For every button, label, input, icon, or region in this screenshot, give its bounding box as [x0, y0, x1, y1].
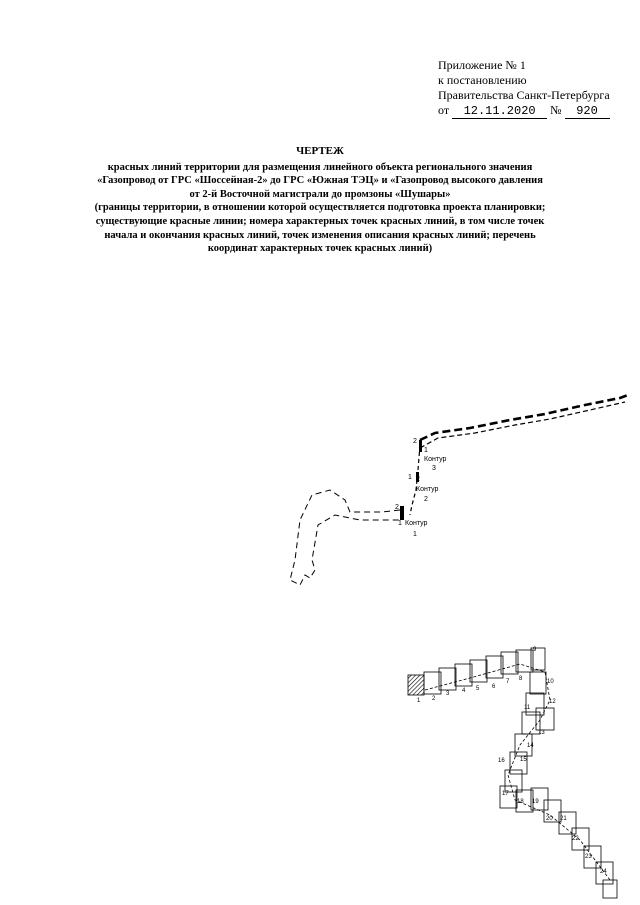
- chain-point-label: 7: [506, 679, 510, 685]
- contour-3-number: 3: [432, 465, 436, 472]
- from-label: от: [438, 103, 450, 117]
- chain-point-label: 16: [498, 758, 505, 764]
- plot-box: [486, 656, 503, 678]
- boundary-line-west: [290, 490, 400, 585]
- contour-2-number: 2: [424, 496, 428, 503]
- plot-box: [505, 770, 522, 792]
- contour-1-number: 1: [413, 531, 417, 538]
- hatched-start-block: [408, 675, 424, 695]
- chain-point-label: 13: [538, 730, 545, 736]
- resolution-date: 12.11.2020: [452, 105, 547, 119]
- chain-point-label: 21: [560, 816, 567, 822]
- chain-point-label: 17: [502, 791, 509, 797]
- boundary-line-north: [420, 395, 628, 440]
- chain-point-label: 6: [492, 684, 496, 690]
- plot-box: [501, 652, 518, 674]
- contour-1-label: Контур: [405, 520, 428, 527]
- chain-point-label: 8: [519, 676, 523, 682]
- title-line-2: «Газопровод от ГРС «Шоссейная-2» до ГРС «Южная ТЭЦ» и «Газопровод высокого давления: [97, 175, 543, 187]
- chain-point-label: 2: [432, 696, 436, 702]
- chain-point-label: 19: [532, 799, 539, 805]
- chain-point-label: 11: [524, 705, 531, 711]
- plot-box: [455, 664, 472, 686]
- plot-box: [516, 650, 533, 672]
- chain-point-label: 5: [476, 686, 480, 692]
- contour-2-label: Контур: [416, 486, 439, 493]
- chain-point-label: 14: [527, 743, 534, 749]
- appendix-line-2: к постановлению: [438, 73, 527, 87]
- plot-box: [536, 708, 554, 730]
- plot-box: [439, 668, 456, 690]
- chain-axis: [425, 664, 610, 880]
- point-label: 1: [408, 474, 412, 481]
- point-label: 1: [398, 520, 402, 527]
- chain-point-label: 4: [462, 688, 466, 694]
- chain-point-label: 3: [446, 691, 450, 697]
- plot-box: [424, 672, 441, 694]
- chain-point-label: 15: [520, 757, 527, 763]
- number-label: №: [550, 103, 562, 117]
- chain-point-label: 12: [549, 699, 556, 705]
- plot-box: [603, 880, 617, 898]
- chain-point-label: 23: [585, 854, 592, 860]
- plot-box: [470, 660, 487, 682]
- title-line-1: красных линий территории для размещения линейного объекта регионального значения: [107, 161, 533, 173]
- plot-box: [530, 672, 546, 694]
- chain-point-label: 22: [572, 836, 579, 842]
- point-label: 2: [395, 504, 399, 511]
- chain-point-label: 20: [546, 816, 553, 822]
- appendix-line-1: Приложение № 1: [438, 58, 526, 72]
- title-line-7: координат характерных точек красных линий): [207, 243, 433, 255]
- title-line-6: начала и окончания красных линий, точек изменения описания красных линий; перечень: [104, 229, 536, 241]
- point-label: 2: [413, 438, 417, 445]
- contour-3-label: Контур: [424, 456, 447, 463]
- title-line-5: существующие красные линии; номера характерных точек красных линий, в том числе точек: [95, 215, 545, 227]
- appendix-line-3: Правительства Санкт-Петербурга: [438, 88, 610, 102]
- title-line-4: (границы территории, в отношении которой осуществляется подготовка проекта планировки;: [94, 202, 546, 214]
- resolution-number: 920: [565, 105, 610, 119]
- chain-point-label: 10: [547, 679, 554, 685]
- chain-point-label: 9: [533, 647, 537, 653]
- chain-point-label: 1: [417, 698, 421, 704]
- chain-point-label: 18: [517, 799, 524, 805]
- chain-point-label: 24: [600, 869, 607, 875]
- plot-chain: [424, 648, 617, 898]
- point-label: 1: [424, 447, 428, 454]
- title-line-3: от 2-й Восточной магистрали до промзоны «Шушары»: [189, 188, 451, 200]
- title-heading: ЧЕРТЕЖ: [296, 145, 344, 157]
- point-label: 2: [416, 476, 420, 483]
